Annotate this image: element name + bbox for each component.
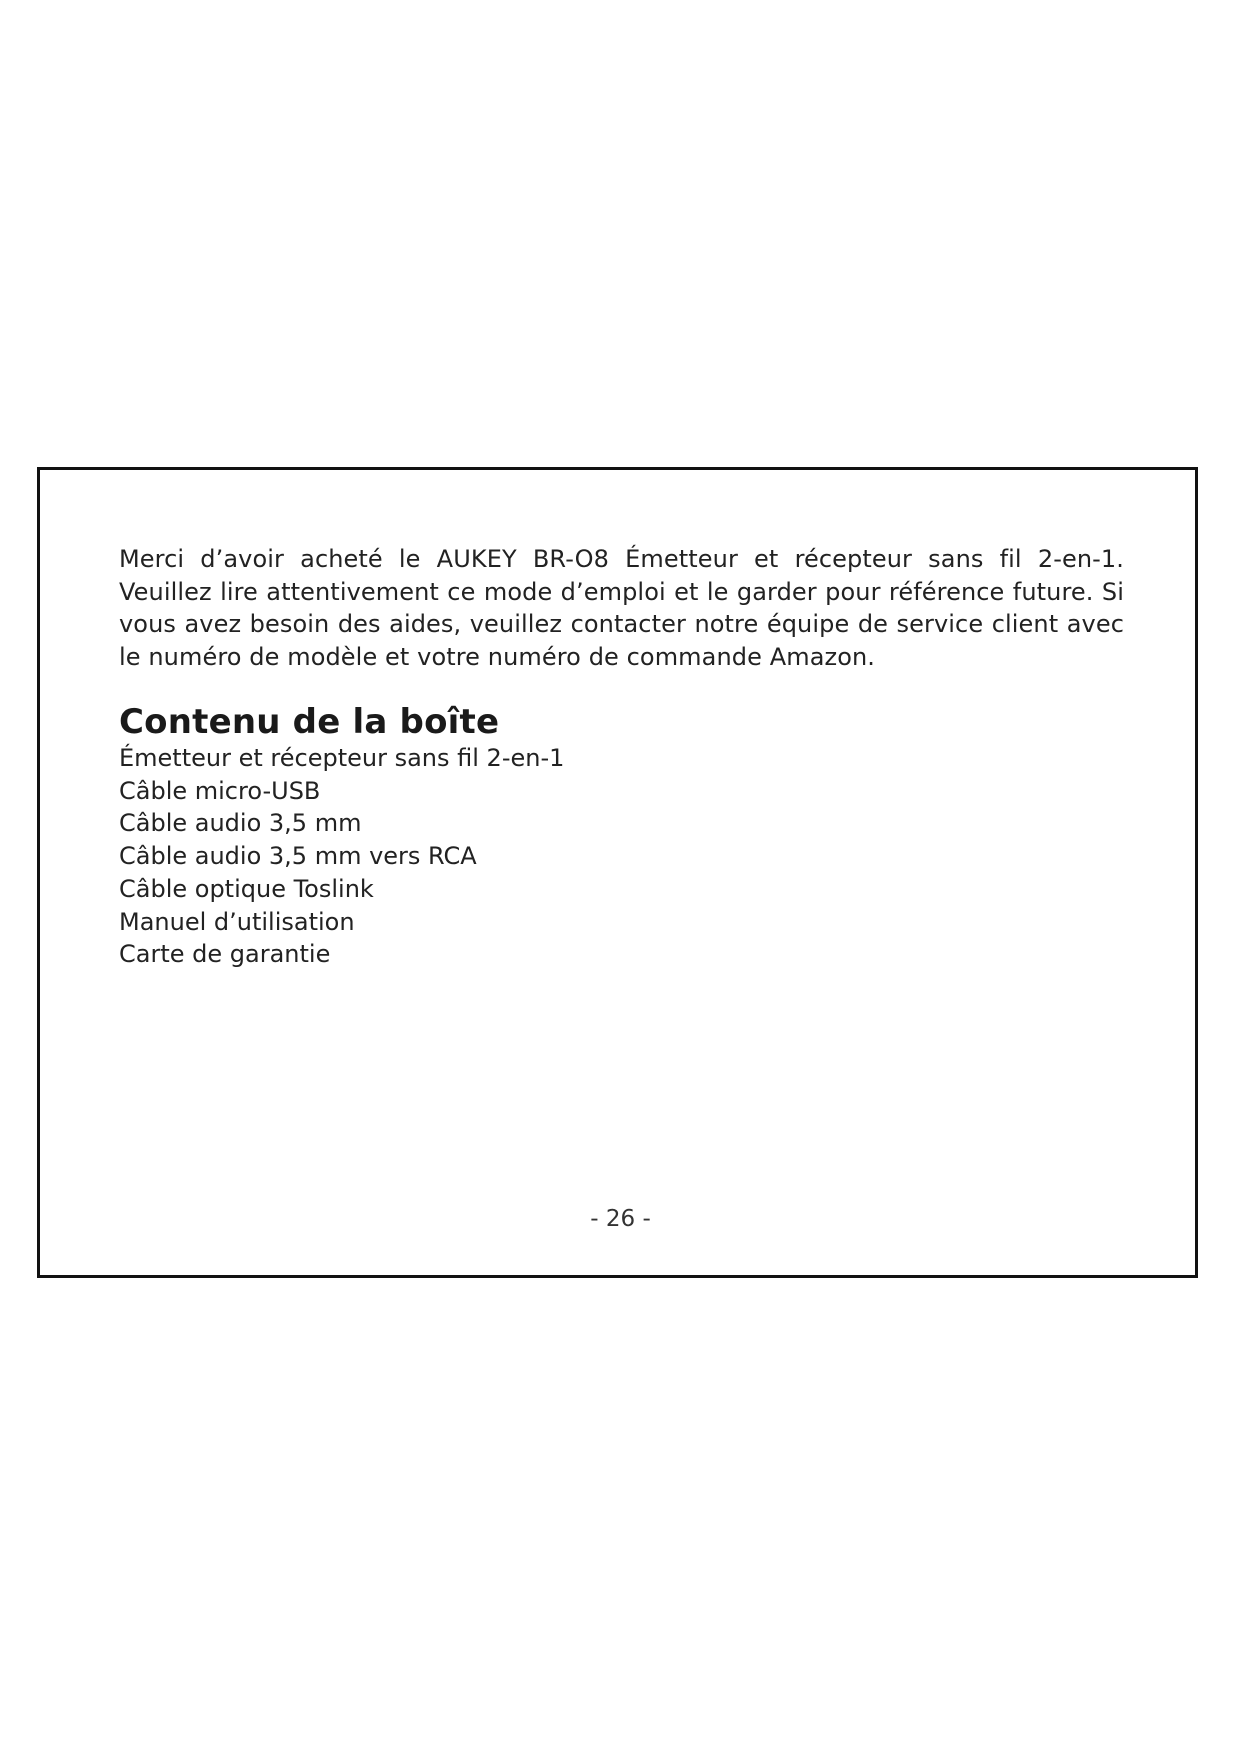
- list-item: Câble audio 3,5 mm vers RCA: [119, 842, 477, 871]
- page-number: - 26 -: [590, 1206, 651, 1232]
- box-contents-list: [119, 742, 564, 971]
- list-item: Câble optique Toslink: [119, 874, 374, 903]
- list-item: Carte de garantie: [119, 940, 331, 969]
- intro-paragraph: Merci d’avoir acheté le AUKEY BR-O8 Émetteur et récepteur sans fil 2-en-1. Veuillez lire attentivement ce mode d’emploi et le garder pour référence future. Si vous avez besoin des aides, veuillez contacter notre équipe de service client avec le numéro de modèle et votre numéro de commande Amazon.: [119, 545, 1124, 671]
- section-title: Contenu de la boîte: [119, 702, 500, 742]
- list-item: Manuel d’utilisation: [119, 907, 355, 936]
- list-item: Émetteur et récepteur sans fil 2-en-1: [119, 744, 565, 772]
- list-item: Câble audio 3,5 mm: [119, 809, 362, 838]
- list-item: Câble micro-USB: [119, 776, 321, 805]
